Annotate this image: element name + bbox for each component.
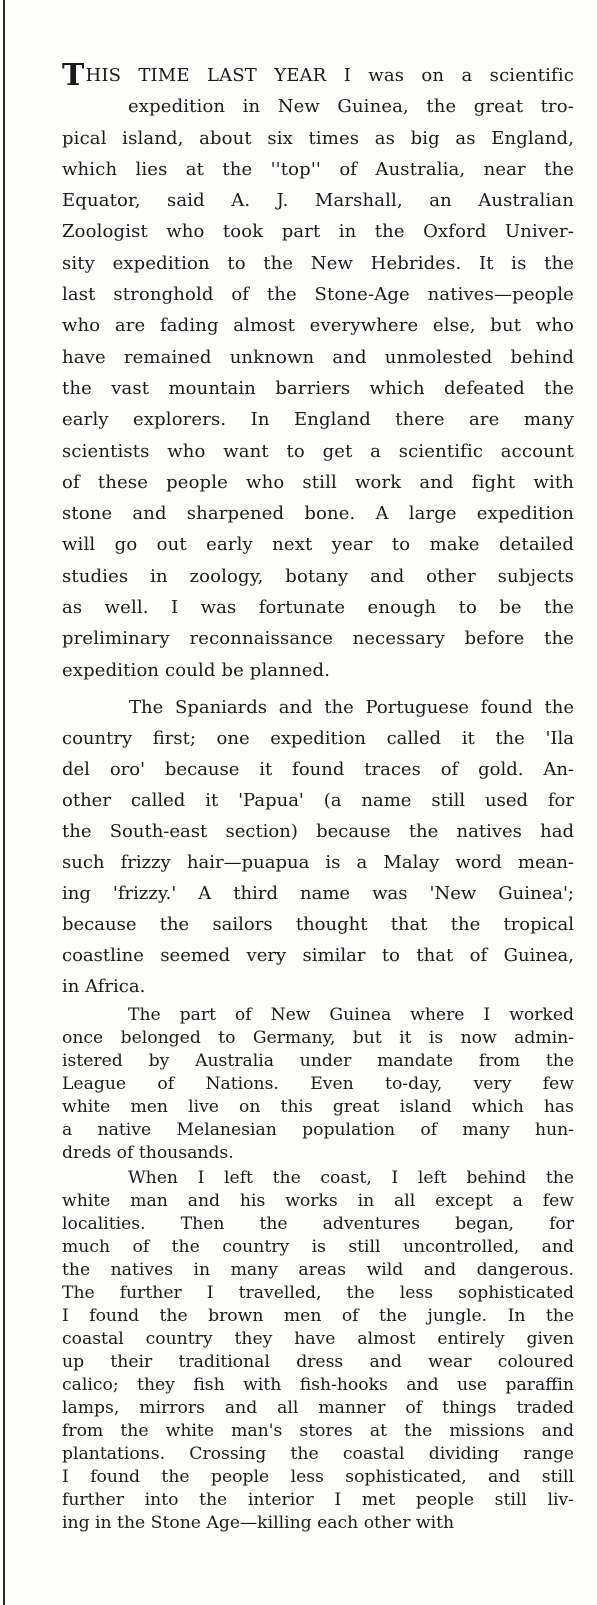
text-line: coastline seemed very similar to that of Guinea, <box>62 944 574 966</box>
text-line: studies in zoology, botany and other subjects <box>62 565 574 587</box>
text-line: I found the brown men of the jungle. In the <box>62 1305 574 1326</box>
text-line: Zoologist who took part in the Oxford Univer- <box>62 221 574 243</box>
drop-cap: T <box>62 60 85 92</box>
paragraph-1 <box>62 60 574 686</box>
text-line: of these people who still work and fight with <box>62 471 574 493</box>
text-line <box>62 60 574 91</box>
text-line: ing in the Stone Age—killing each other with <box>62 1512 455 1533</box>
text-line: the vast mountain barriers which defeated the <box>62 377 574 399</box>
text-line: the South-east section) because the natives had <box>62 820 574 842</box>
text-line: white men live on this great island which has <box>62 1096 574 1117</box>
text-line: up their traditional dress and wear coloured <box>62 1351 574 1372</box>
text-line: pical island, about six times as big as England, <box>62 127 574 149</box>
text-line: further into the interior I met people still liv- <box>62 1489 574 1510</box>
text-line: sity expedition to the New Hebrides. It is the <box>62 252 574 274</box>
text-line: white man and his works in all except a few <box>62 1190 574 1211</box>
text-line: expedition in New Guinea, the great tro- <box>128 96 574 118</box>
text-line: dreds of thousands. <box>62 1142 234 1163</box>
text-line: The further I travelled, the less sophisticated <box>62 1282 574 1303</box>
text-line: once belonged to Germany, but it is now admin- <box>62 1027 574 1048</box>
text-line: I found the people less sophisticated, and still <box>62 1466 574 1487</box>
paragraph-2 <box>62 692 574 1002</box>
text-line: Equator, said A. J. Marshall, an Australian <box>62 190 574 212</box>
text-line: much of the country is still uncontrolled, and <box>62 1236 574 1257</box>
text-line: calico; they fish with fish-hooks and use paraffin <box>62 1374 574 1395</box>
text-line: istered by Australia under mandate from the <box>62 1050 574 1071</box>
text-line: stone and sharpened bone. A large expedition <box>62 503 574 525</box>
text-line: the natives in many areas wild and dangerous. <box>62 1259 574 1280</box>
text-line: del oro' because it found traces of gold. An- <box>62 758 574 780</box>
text-line: last stronghold of the Stone-Age natives—people <box>62 284 574 306</box>
column-rule <box>3 0 5 1605</box>
text-line: which lies at the ''top'' of Australia, near the <box>62 158 574 180</box>
text-line: expedition could be planned. <box>62 659 331 681</box>
text-line: The Spaniards and the Portuguese found the <box>129 696 574 718</box>
text-line: early explorers. In England there are many <box>62 409 574 431</box>
text-line: because the sailors thought that the tropical <box>62 913 574 935</box>
article-body <box>62 60 574 1535</box>
text-line: as well. I was fortunate enough to be the <box>62 597 574 619</box>
text-line: country first; one expedition called it the 'Ila <box>62 727 574 749</box>
paragraph-4 <box>62 1167 574 1535</box>
text-line: League of Nations. Even to-day, very few <box>62 1073 574 1094</box>
text-line: ing 'frizzy.' A third name was 'New Guinea'; <box>62 882 574 904</box>
text-line: scientists who want to get a scientific account <box>62 440 574 462</box>
text-line: lamps, mirrors and all manner of things traded <box>62 1397 574 1418</box>
text-line: localities. Then the adventures began, for <box>62 1213 574 1234</box>
text-line: The part of New Guinea where I worked <box>128 1004 574 1025</box>
paragraph-3 <box>62 1004 574 1165</box>
text-line: other called it 'Papua' (a name still used for <box>62 789 574 811</box>
text-line: will go out early next year to make detailed <box>62 534 574 556</box>
text-line-content: HIS TIME LAST YEAR I was on a scientific <box>85 65 574 86</box>
text-line: who are fading almost everywhere else, but who <box>62 315 574 337</box>
text-line: in Africa. <box>62 975 146 997</box>
text-line: have remained unknown and unmolested behind <box>62 346 574 368</box>
text-line: such frizzy hair—puapua is a Malay word mean- <box>62 851 574 873</box>
text-line: preliminary reconnaissance necessary before the <box>62 628 574 650</box>
text-line: a native Melanesian population of many hun- <box>62 1119 574 1140</box>
text-line: from the white man's stores at the missions and <box>62 1420 574 1441</box>
text-line: coastal country they have almost entirely given <box>62 1328 574 1349</box>
text-line: plantations. Crossing the coastal dividing range <box>62 1443 574 1464</box>
text-line: When I left the coast, I left behind the <box>128 1167 574 1188</box>
